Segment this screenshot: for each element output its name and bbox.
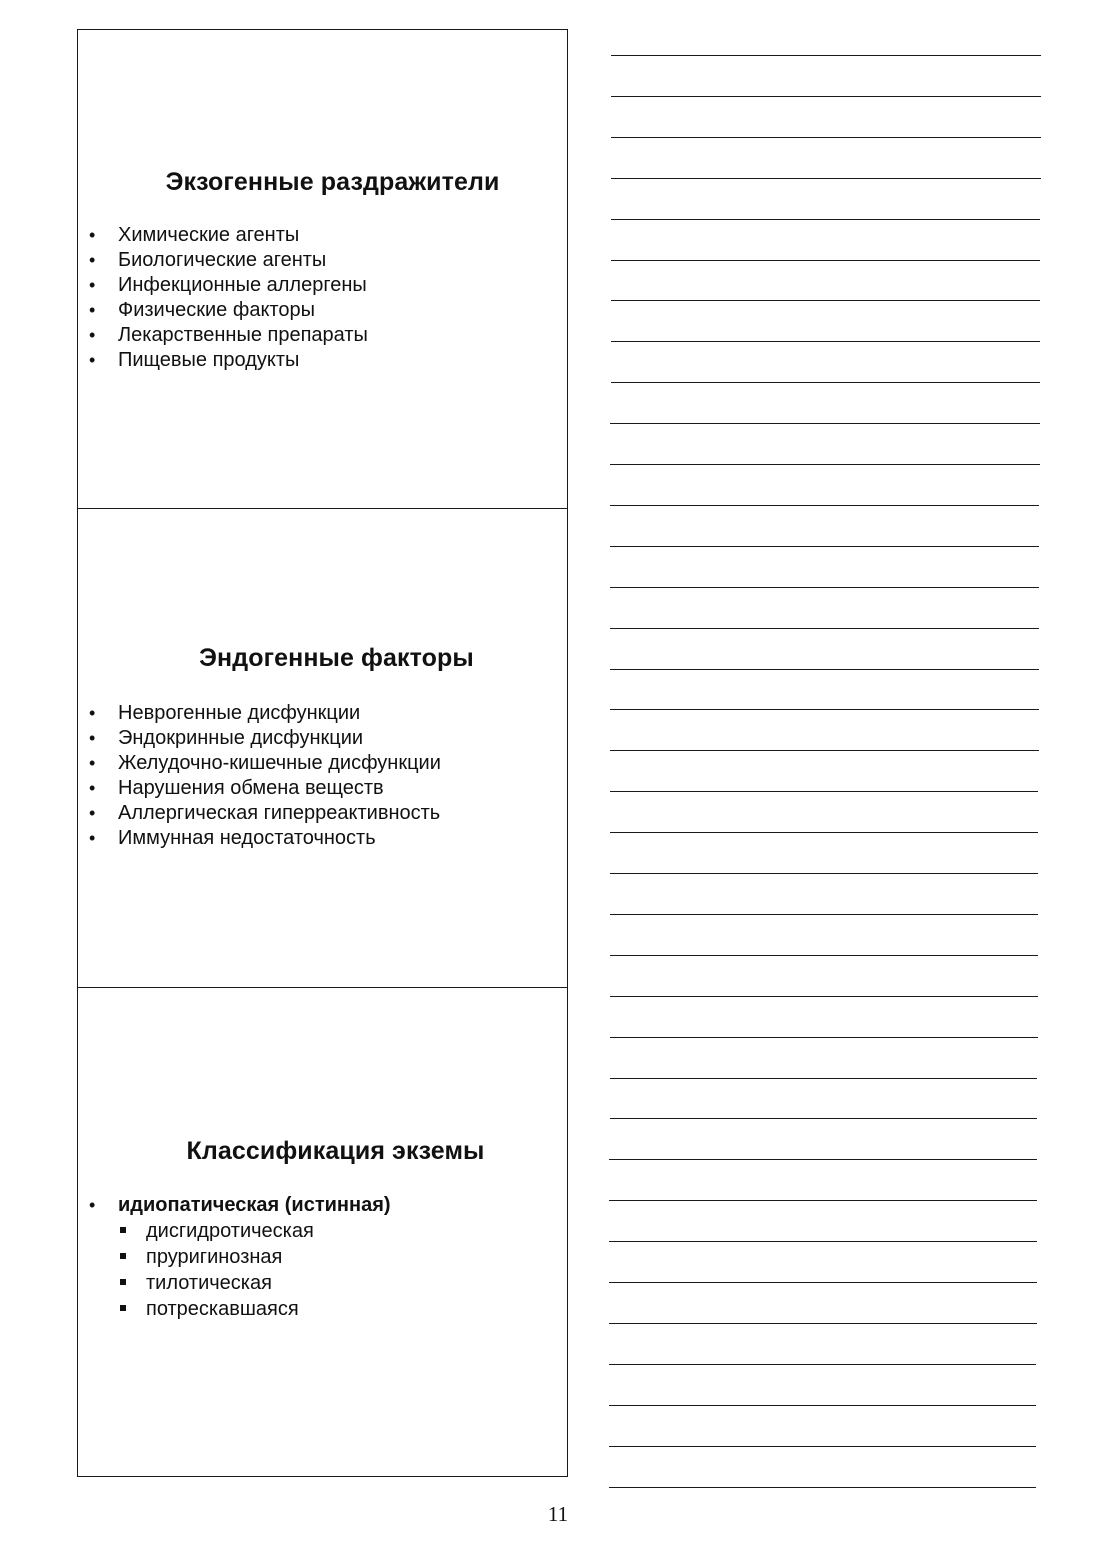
note-line [611, 178, 1041, 179]
sub-list-item [118, 1244, 391, 1270]
bullet-icon: • [89, 225, 96, 245]
note-line [610, 832, 1038, 833]
note-line [610, 955, 1038, 956]
bullet-list [86, 223, 368, 373]
square-bullet-icon [120, 1305, 126, 1311]
list-item [86, 701, 441, 726]
list-item [86, 298, 368, 323]
note-line [610, 914, 1038, 915]
slide-title: Классификация экземы [186, 1137, 485, 1165]
note-line [610, 1118, 1038, 1119]
square-bullet-icon [120, 1253, 126, 1259]
list-item [86, 751, 441, 776]
bullet-icon: • [89, 325, 96, 345]
slide-exogenous-irritants [77, 29, 568, 509]
list-item-label: Физические факторы [118, 299, 315, 321]
note-line [610, 873, 1038, 874]
bullet-icon: • [89, 1195, 96, 1215]
square-bullet-icon [120, 1279, 126, 1285]
note-line [610, 709, 1039, 710]
note-line [609, 1364, 1036, 1365]
note-line [609, 1200, 1037, 1201]
slide-title: Эндогенные факторы [199, 644, 474, 672]
note-line [609, 1487, 1036, 1488]
list-item [86, 776, 441, 801]
list-item-label: Лекарственные препараты [118, 324, 368, 346]
note-line [609, 1282, 1036, 1283]
bullet-icon: • [89, 728, 96, 748]
list-item [86, 223, 368, 248]
note-line [611, 219, 1041, 220]
note-line [609, 1446, 1036, 1447]
sub-list-item-label: пруригинозная [146, 1246, 283, 1268]
bullet-icon: • [89, 250, 96, 270]
note-line [611, 300, 1040, 301]
list-item-label: Иммунная недостаточность [118, 827, 376, 849]
list-item-label: Химические агенты [118, 224, 300, 246]
note-line [609, 1159, 1037, 1160]
note-line [611, 382, 1040, 383]
note-line [610, 464, 1039, 465]
list-item [86, 348, 368, 373]
list-item-label: Аллергическая гиперреактивность [118, 802, 441, 824]
list-item-label: Биологические агенты [118, 249, 327, 271]
note-line [610, 1078, 1038, 1079]
note-line [610, 628, 1039, 629]
bullet-list [86, 701, 441, 851]
list-item [86, 726, 441, 751]
bullet-icon: • [89, 275, 96, 295]
sub-list [118, 1218, 391, 1322]
list-item-label: идиопатическая (истинная) [118, 1194, 391, 1216]
list-item [86, 248, 368, 273]
note-line [609, 1323, 1036, 1324]
bullet-icon: • [89, 350, 96, 370]
note-line [610, 505, 1039, 506]
list-item [86, 801, 441, 826]
sub-list-item [118, 1270, 391, 1296]
note-line [610, 996, 1038, 997]
note-line [610, 546, 1039, 547]
slide-title: Экзогенные раздражители [165, 168, 500, 196]
note-line [611, 96, 1041, 97]
square-bullet-icon [120, 1227, 126, 1233]
list-item [86, 826, 441, 851]
bullet-icon: • [89, 778, 96, 798]
slide-endogenous-factors [77, 508, 568, 988]
note-line [610, 669, 1039, 670]
sub-list-item [118, 1218, 391, 1244]
sub-list-item-label: тилотическая [146, 1272, 272, 1294]
list-item-label: Желудочно-кишечные дисфункции [118, 752, 441, 774]
note-line [611, 260, 1041, 261]
note-line [610, 423, 1039, 424]
sub-list-item-label: дисгидротическая [146, 1220, 314, 1242]
list-item [86, 323, 368, 348]
note-line [611, 341, 1040, 342]
sub-list-item [118, 1296, 391, 1322]
page-number: 11 [547, 1502, 569, 1526]
bullet-icon: • [89, 300, 96, 320]
bullet-icon: • [89, 753, 96, 773]
notes-lines-area [608, 0, 1040, 1500]
note-line [609, 1241, 1037, 1242]
list-item-label: Пищевые продукты [118, 349, 300, 371]
note-line [610, 1037, 1038, 1038]
list-item-label: Эндокринные дисфункции [118, 727, 364, 749]
bullet-list [86, 1193, 391, 1322]
list-item [86, 273, 368, 298]
bullet-icon: • [89, 803, 96, 823]
bullet-icon: • [89, 828, 96, 848]
note-line [610, 791, 1038, 792]
list-item [86, 1193, 391, 1322]
note-line [610, 750, 1039, 751]
note-line [611, 137, 1041, 138]
note-line [609, 1405, 1036, 1406]
list-item-label: Инфекционные аллергены [118, 274, 367, 296]
sub-list-item-label: потрескавшаяся [146, 1298, 299, 1320]
list-item-label: Неврогенные дисфункции [118, 702, 361, 724]
note-line [611, 55, 1041, 56]
note-line [610, 587, 1039, 588]
list-item-label: Нарушения обмена веществ [118, 777, 384, 799]
bullet-icon: • [89, 703, 96, 723]
slide-eczema-classification [77, 987, 568, 1477]
